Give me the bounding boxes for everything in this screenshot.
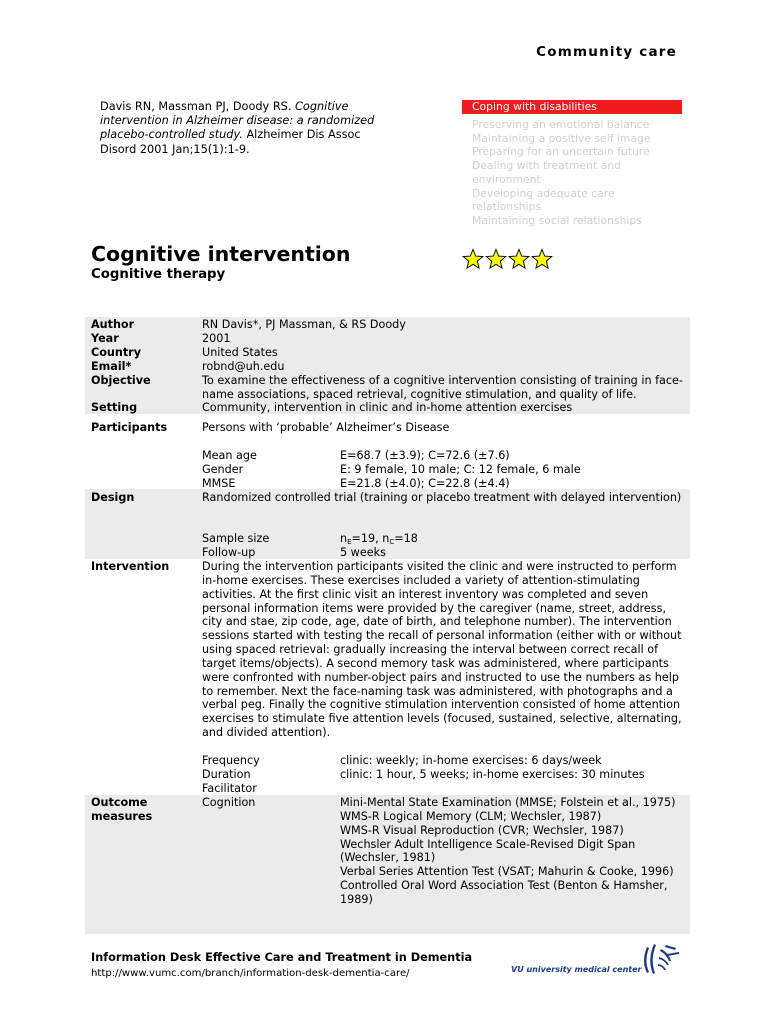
email-label: Email*: [91, 360, 132, 373]
mmse-value: E=21.8 (±4.0); C=22.8 (±4.4): [340, 477, 510, 490]
followup-value: 5 weeks: [340, 546, 386, 559]
frequency-label: Frequency: [202, 754, 260, 767]
mean-age-label: Mean age: [202, 449, 257, 462]
logo-text: VU university medical center: [511, 965, 642, 974]
topic-list: [462, 100, 682, 228]
page-subtitle: Cognitive therapy: [91, 267, 226, 282]
sample-e-sub: E: [347, 538, 352, 546]
objective-value: To examine the effectiveness of a cognitive intervention consisting of training in face-name associations, spaced retrieval, cognitive stimulation, and quality of life.: [202, 374, 683, 401]
setting-label: Setting: [91, 401, 138, 414]
outcome-item: Controlled Oral Word Association Test (Benton & Hamsher, 1989): [340, 879, 668, 906]
intervention-value: During the intervention participants visited the clinic and were instructed to perform in-home exercises. These exercises included a variety of attention-stimulating activities. At the first clinic visit an interest inventory was completed and seven personal information items were provided by the caregiver (name, street, address, city and stae, zip code, age, date of birth, and telephone number). The intervention sessions started with testing the recall of personal information (either with or without using spaced retrieval: gradually increasing the interval between correct recall of target items/objects). A second memory task was administered, where participants were confronted with number-object pairs and instructed to use the numbers as help to remember. Next the face-naming task was administered, with photographs and a verbal peg. Finally the cognitive stimulation intervention consisted of home attention exercises to stimulate five attention levels (focused, sustained, selective, alternating, and divided attention).: [202, 560, 682, 740]
facilitator-label: Facilitator: [202, 782, 257, 795]
gender-label: Gender: [202, 463, 244, 476]
rating: [462, 248, 553, 270]
followup-label: Follow-up: [202, 546, 256, 559]
page-title: Cognitive intervention: [91, 242, 351, 266]
participants-label: Participants: [91, 421, 168, 434]
outcome-item: Mini-Mental State Examination (MMSE; Folstein et al., 1975): [340, 796, 676, 809]
citation: [100, 100, 400, 157]
year-value: 2001: [202, 332, 231, 345]
sample-size-label: Sample size: [202, 532, 270, 545]
topic-item-emotional-balance[interactable]: Preserving an emotional balance: [472, 118, 650, 131]
topic-item-uncertain-future[interactable]: Preparing for an uncertain future: [472, 145, 650, 159]
sample-e-val: =19, n: [351, 532, 390, 545]
intervention-label: Intervention: [91, 560, 170, 573]
star-icon: [531, 248, 553, 270]
section-heading: Community care: [536, 44, 677, 60]
sample-n: n: [340, 532, 348, 545]
author-label: Author: [91, 318, 135, 331]
sample-c-val: =18: [394, 532, 418, 545]
duration-value: clinic: 1 hour, 5 weeks; in-home exercises: 30 minutes: [340, 768, 645, 781]
citation-title: Cognitive intervention in Alzheimer disease: a randomized placebo-controlled study.: [100, 100, 375, 142]
outcome-label-line2: measures: [91, 809, 153, 823]
design-value: Randomized controlled trial (training or placebo treatment with delayed intervention): [202, 491, 682, 504]
topic-item-self-image[interactable]: Maintaining a positive self image: [472, 131, 651, 145]
star-icon: [485, 248, 507, 270]
participants-value: Persons with ‘probable’ Alzheimer’s Disease: [202, 421, 450, 434]
star-icon: [508, 248, 530, 270]
outcome-label: [91, 796, 152, 824]
mmse-label: MMSE: [202, 477, 236, 490]
setting-value: Community, intervention in clinic and in-home attention exercises: [202, 401, 573, 414]
vumc-logo: [509, 937, 684, 977]
mean-age-value: E=68.7 (±3.9); C=72.6 (±7.6): [340, 449, 510, 462]
outcome-item: Wechsler Adult Intelligence Scale-Revised Digit Span (Wechsler, 1981): [340, 837, 636, 865]
topic-item-social-relationships[interactable]: Maintaining social relationships: [472, 213, 642, 227]
author-value: RN Davis*, PJ Massman, & RS Doody: [202, 318, 406, 331]
details: [91, 318, 691, 938]
topic-item-treatment-environment[interactable]: Dealing with treatment and environment: [472, 159, 621, 186]
country-value: United States: [202, 346, 278, 359]
duration-label: Duration: [202, 768, 251, 781]
cognition-label: Cognition: [202, 796, 256, 809]
outcome-label-line1: Outcome: [91, 796, 148, 809]
sample-size-value: [340, 532, 690, 546]
outcome-list: [340, 796, 690, 907]
gender-value: E: 9 female, 10 male; C: 12 female, 6 male: [340, 463, 581, 476]
footer-title: Information Desk Effective Care and Treatment in Dementia: [91, 951, 473, 964]
objective-label: Objective: [91, 374, 151, 387]
sample-c-sub: C: [389, 538, 395, 546]
email-value[interactable]: robnd@uh.edu: [202, 360, 285, 373]
citation-authors: Davis RN, Massman PJ, Doody RS.: [100, 100, 292, 113]
outcome-item: WMS-R Logical Memory (CLM; Wechsler, 1987): [340, 809, 602, 823]
star-icon: [462, 248, 484, 270]
footer-url[interactable]: http://www.vumc.com/branch/information-desk-dementia-care/: [91, 968, 410, 979]
topic-item-care-relationships[interactable]: Developing adequate care relationships: [472, 186, 615, 214]
outcome-item: WMS-R Visual Reproduction (CVR; Wechsler, 1987): [340, 823, 624, 837]
year-label: Year: [91, 332, 119, 345]
outcome-item: Verbal Series Attention Test (VSAT; Mahurin & Cooke, 1996): [340, 865, 674, 879]
topic-item-coping[interactable]: Coping with disabilities: [462, 100, 682, 114]
design-label: Design: [91, 491, 135, 504]
citation-source: Alzheimer Dis Assoc Disord 2001 Jan;15(1):1-9.: [100, 128, 361, 156]
country-label: Country: [91, 346, 141, 359]
frequency-value: clinic: weekly; in-home exercises: 6 days/week: [340, 754, 602, 767]
